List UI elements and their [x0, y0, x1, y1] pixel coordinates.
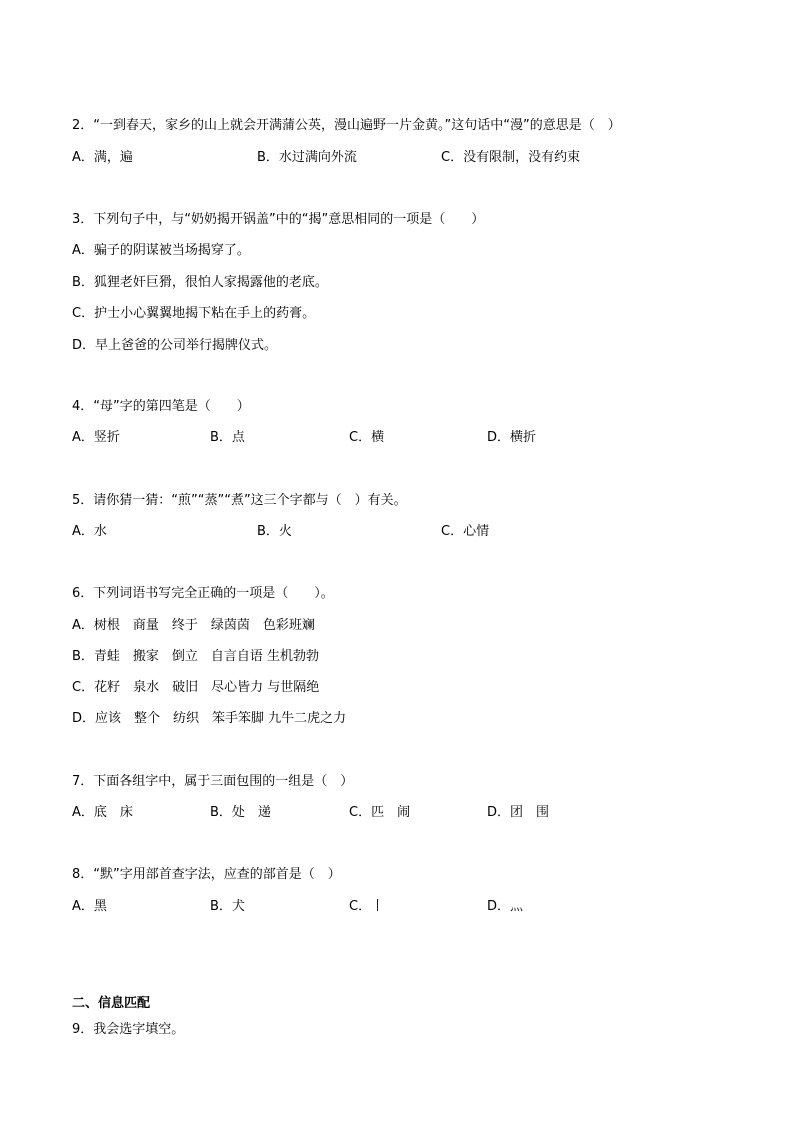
question-4-stem: 4．“母”字的第四笔是（ ）	[72, 399, 250, 414]
question-8-option-b: B．犬	[210, 899, 245, 914]
question-6-option-c: C．花籽 泉水 破旧 尽心皆力 与世隔绝	[72, 680, 320, 695]
question-8-option-a: A．黑	[72, 899, 107, 914]
question-4-option-b: B．点	[210, 430, 245, 445]
question-4-option-d: D．横折	[487, 430, 537, 445]
question-5-option-a: A．水	[72, 524, 107, 539]
question-7-stem: 7．下面各组字中，属于三面包围的一组是（ ）	[72, 774, 354, 789]
question-5-option-b: B．火	[257, 524, 292, 539]
question-3-stem: 3．下列句子中，与“奶奶揭开锅盖”中的“揭”意思相同的一项是（ ）	[72, 212, 485, 227]
question-6-option-b: B．青蛙 搬家 倒立 自言自语 生机勃勃	[72, 649, 320, 664]
question-3-option-c: C．护士小心翼翼地揭下粘在手上的药膏。	[72, 306, 316, 321]
question-2-stem: 2．“一到春天，家乡的山上就会开满蒲公英，漫山遍野一片金黄。”这句话中“漫”的意思是（ ）	[72, 118, 621, 133]
question-3-option-a: A．骗子的阴谋被当场揭穿了。	[72, 243, 250, 258]
question-7-option-c: C．匹 闹	[349, 805, 411, 820]
question-7-option-d: D．团 围	[487, 805, 550, 820]
question-6-option-a: A．树根 商量 终于 绿茵茵 色彩班斓	[72, 618, 315, 633]
question-4-option-a: A．竖折	[72, 430, 120, 445]
question-8-option-d: D．灬	[487, 899, 524, 914]
question-6-stem: 6．下列词语书写完全正确的一项是（ ）。	[72, 586, 334, 601]
question-9-stem: 9．我会选字填空。	[72, 1022, 185, 1037]
question-5-option-c: C．心情	[441, 524, 490, 539]
question-3-option-b: B．狐狸老奸巨猾，很怕人家揭露他的老底。	[72, 275, 328, 290]
question-4-option-c: C．横	[349, 430, 385, 445]
question-6-option-d: D．应该 整个 纺织 笨手笨脚 九牛二虎之力	[72, 711, 347, 726]
question-2-option-a: A．满，遍	[72, 150, 133, 165]
question-8-stem: 8．“默”字用部首查字法，应查的部首是（ ）	[72, 867, 341, 882]
question-7-option-b: B．处 递	[210, 805, 271, 820]
question-2-option-b: B．水过满向外流	[257, 150, 357, 165]
question-3-option-d: D．早上爸爸的公司举行揭牌仪式。	[72, 338, 278, 353]
question-8-option-c: C．丨	[349, 899, 385, 914]
question-7-option-a: A．底 床	[72, 805, 133, 820]
question-2-option-c: C．没有限制，没有约束	[441, 150, 581, 165]
section-2-heading: 二、信息匹配	[72, 996, 151, 1011]
question-5-stem: 5．请你猜一猜：“煎”“蒸”“煮”这三个字都与（ ）有关。	[72, 493, 407, 508]
